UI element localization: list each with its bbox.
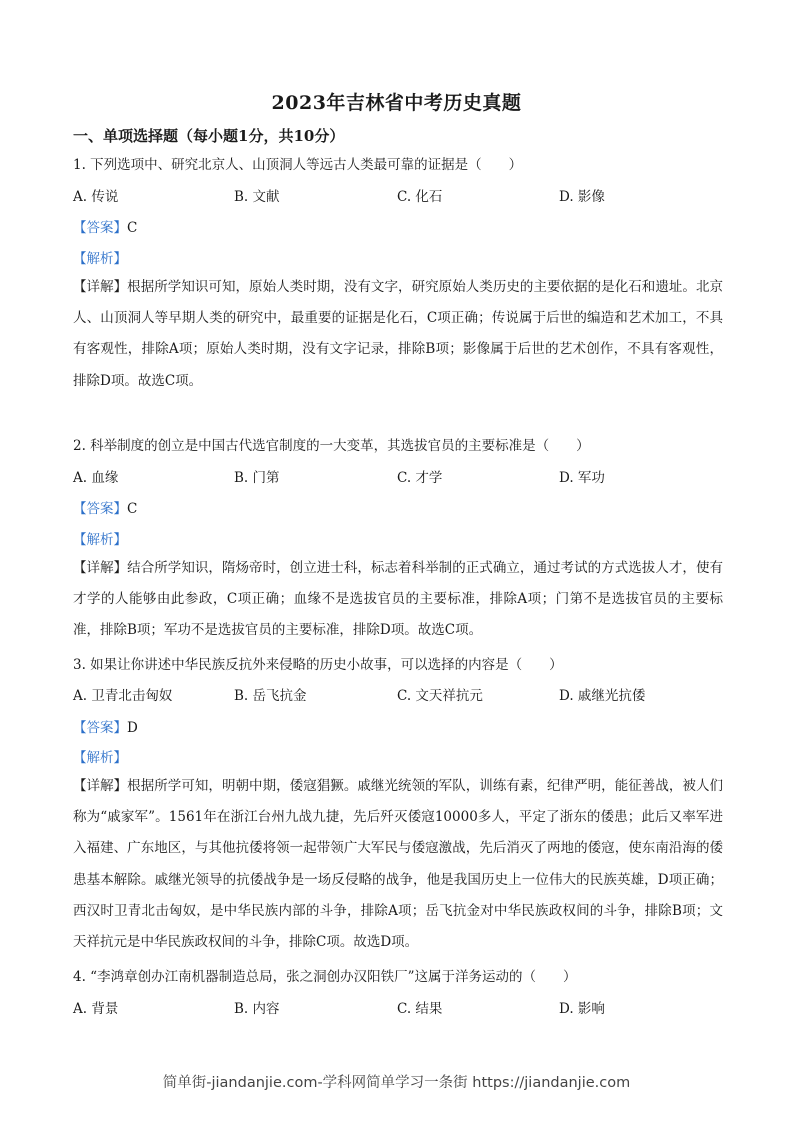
answer-value: D <box>127 720 138 736</box>
question-3-option-a: A. 卫青北击匈奴 <box>73 688 173 704</box>
answer-label: 【答案】 <box>73 501 127 517</box>
detail-label: 【详解】 <box>73 778 128 794</box>
question-1-option-a: A. 传说 <box>73 189 119 205</box>
question-3-analysis <box>73 746 127 766</box>
question-4-options <box>73 997 733 1017</box>
analysis-label: 【解析】 <box>73 532 127 548</box>
question-1-answer <box>73 216 137 236</box>
question-3-options <box>73 684 733 704</box>
question-1-options <box>73 185 733 205</box>
detail-label: 【详解】 <box>73 279 128 295</box>
question-1-option-d: D. 影像 <box>559 189 605 205</box>
answer-label: 【答案】 <box>73 720 127 736</box>
question-4-option-b: B. 内容 <box>234 1001 280 1017</box>
question-3-stem: 3. 如果让你讲述中华民族反抗外来侵略的历史小故事，可以选择的内容是（ ） <box>73 657 563 673</box>
question-4-option-c: C. 结果 <box>397 1001 443 1017</box>
question-1-option-b: B. 文献 <box>234 189 280 205</box>
question-3-option-d: D. 戚继光抗倭 <box>559 688 646 704</box>
question-4-option-a: A. 背景 <box>73 1001 119 1017</box>
detail-text: 结合所学知识，隋炀帝时，创立进士科，标志着科举制的正式确立，通过考试的方式选拔人才，使有才学的人能够由此参政，C项正确；血缘不是选拔官员的主要标准，排除A项；门第不是选拔官员的主要标准，排除B项；军功不是选拔官员的主要标准，排除D项。故选C项。 <box>73 560 724 639</box>
question-1-detail <box>73 272 723 397</box>
page-footer: 简单街-jiandanjie.com-学科网简单学习一条街 https://jiandanjie.com <box>162 1075 631 1091</box>
question-2-option-c: C. 才学 <box>397 470 443 486</box>
question-2-options <box>73 466 733 486</box>
question-2-detail <box>73 553 723 647</box>
question-2-option-b: B. 门第 <box>234 470 280 486</box>
question-1-analysis <box>73 247 127 267</box>
analysis-label: 【解析】 <box>73 251 127 267</box>
question-3-option-c: C. 文天祥抗元 <box>397 688 483 704</box>
question-4-stem: 4. “李鸿章创办江南机器制造总局，张之洞创办汉阳铁厂”这属于洋务运动的（ ） <box>73 969 577 985</box>
question-1-option-c: C. 化石 <box>397 189 443 205</box>
question-2-analysis <box>73 528 127 548</box>
question-3-option-b: B. 岳飞抗金 <box>234 688 307 704</box>
question-4-option-d: D. 影响 <box>559 1001 605 1017</box>
answer-value: C <box>127 220 138 236</box>
page-title: 2023年吉林省中考历史真题 <box>271 92 522 114</box>
analysis-label: 【解析】 <box>73 750 127 766</box>
detail-label: 【详解】 <box>73 560 128 576</box>
question-2-option-a: A. 血缘 <box>73 470 119 486</box>
answer-value: C <box>127 501 138 517</box>
question-2-stem: 2. 科举制度的创立是中国古代选官制度的一大变革，其选拔官员的主要标准是（ ） <box>73 438 590 454</box>
question-2-option-d: D. 军功 <box>559 470 605 486</box>
detail-text: 根据所学可知，明朝中期，倭寇猖獗。戚继光统领的军队，训练有素，纪律严明，能征善战，被人们称为“戚家军”。1561年在浙江台州九战九捷，先后歼灭倭寇10000多人，平定了浙东的倭患；此后又率军进入福建、广东地区，与其他抗倭将领一起带领广大军民与倭寇激战，先后消灭了两地的倭寇，使东南沿海的倭患基本解除。戚继光领导的抗倭战争是一场反侵略的战争，他是我国历史上一位伟大的民族英雄，D项正确；西汉时卫青北击匈奴，是中华民族内部的斗争，排除A项；岳飞抗金对中华民族政权间的斗争，排除B项；文天祥抗元是中华民族政权间的斗争，排除C项。故选D项。 <box>73 778 724 951</box>
detail-text: 根据所学知识可知，原始人类时期，没有文字，研究原始人类历史的主要依据的是化石和遗址。北京人、山顶洞人等早期人类的研究中，最重要的证据是化石，C项正确；传说属于后世的编造和艺术加工，不具有客观性，排除A项；原始人类时期，没有文字记录，排除B项；影像属于后世的艺术创作，不具有客观性，排除D项。故选C项。 <box>73 279 724 389</box>
answer-label: 【答案】 <box>73 220 127 236</box>
question-1-stem: 1. 下列选项中、研究北京人、山顶洞人等远古人类最可靠的证据是（ ） <box>73 157 523 173</box>
question-3-detail <box>73 771 723 958</box>
section-heading: 一、单项选择题（每小题1分，共10分） <box>73 127 345 145</box>
question-3-answer <box>73 716 138 736</box>
question-2-answer <box>73 497 137 517</box>
